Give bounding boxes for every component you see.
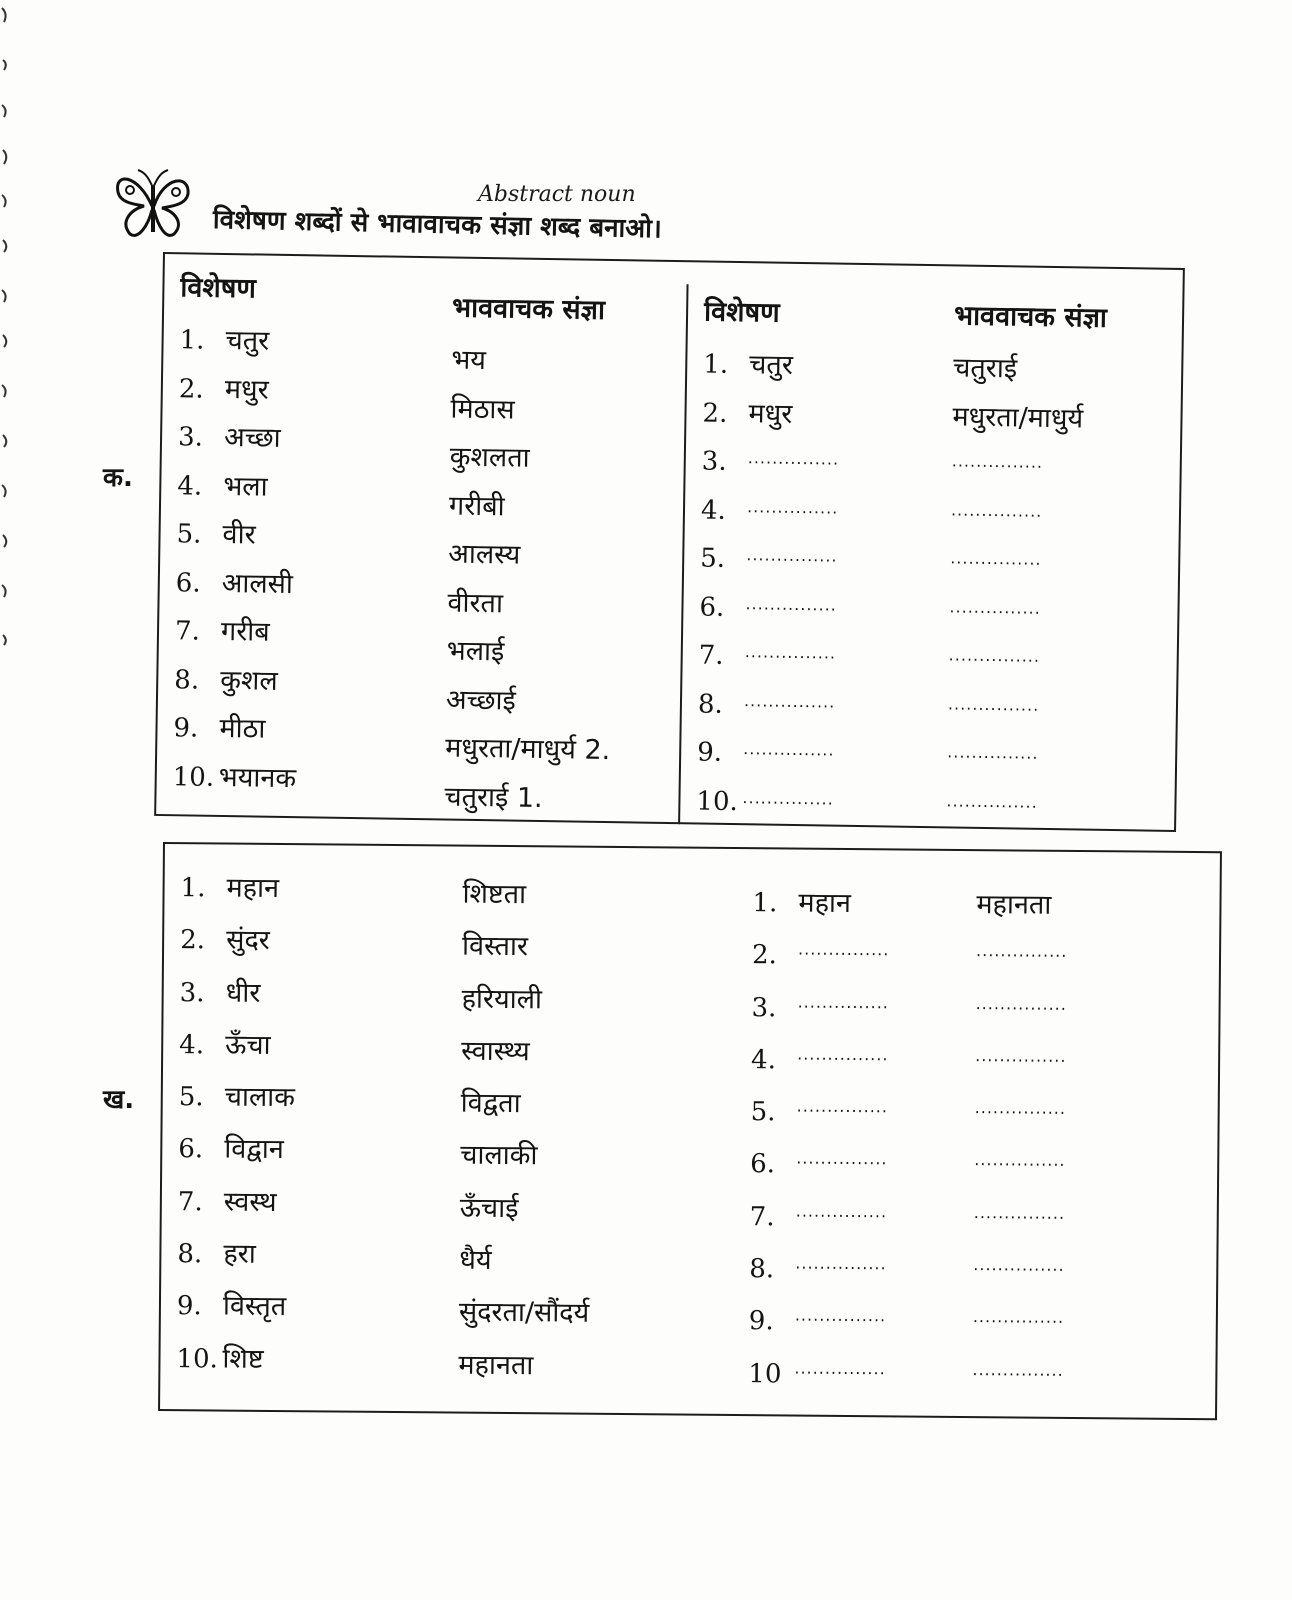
blank-answer-line: ...............: [794, 1358, 886, 1378]
list-item: [177, 462, 428, 514]
list-item: [461, 973, 721, 1028]
blank-answer-line: ...............: [975, 1045, 1067, 1066]
answer-nouns-column-kh: [972, 879, 1197, 1404]
list-item: [447, 579, 678, 631]
list-item: [178, 1124, 438, 1179]
abstract-noun: विस्तार: [461, 930, 529, 963]
abstract-noun: स्वास्थ्य: [461, 1035, 530, 1068]
list-item: [972, 1350, 1192, 1404]
adjective-word: हरा: [223, 1238, 256, 1270]
list-item: [175, 607, 426, 659]
item-number: 1.: [180, 873, 206, 904]
abstract-noun: चालाकी: [460, 1140, 538, 1172]
adjective-word: स्वस्थ: [223, 1186, 277, 1218]
blank-answer-line: ...............: [974, 1098, 1067, 1119]
blank-answer-line: ...............: [950, 499, 1043, 521]
blank-answer-line: ...............: [972, 1359, 1064, 1380]
list-item: [176, 510, 427, 562]
abstract-noun: वीरता: [447, 587, 504, 619]
answer-nouns-column: [946, 296, 1174, 832]
item-number: 2.: [178, 373, 204, 405]
item-number: 2.: [180, 925, 206, 956]
list-item: [976, 931, 1196, 985]
handwritten-annotation: Abstract noun: [478, 182, 636, 207]
column-header-abstract-noun: भाववाचक संज्ञा: [451, 292, 606, 326]
item-number: 10.: [176, 1343, 218, 1375]
list-item: [701, 486, 932, 538]
list-item: [752, 929, 972, 983]
item-number: 7.: [177, 1186, 203, 1218]
abstract-noun: मधुरता/माधुर्य: [952, 400, 1084, 434]
list-item: [175, 559, 426, 611]
item-number: 10: [748, 1358, 782, 1390]
answer-adjectives-column: [696, 293, 934, 830]
adjective-word: शिष्ट: [222, 1343, 264, 1375]
item-number: 9.: [696, 737, 723, 768]
given-nouns-column: [444, 289, 682, 826]
blank-answer-line: ...............: [746, 496, 839, 518]
list-item: [974, 1141, 1194, 1195]
blank-answer-line: ...............: [975, 993, 1068, 1014]
adjective-word: महान: [798, 887, 852, 920]
item-number: 6.: [178, 1134, 204, 1165]
adjective-word: विद्वान: [224, 1134, 284, 1166]
list-item: [459, 1235, 719, 1290]
list-item: [952, 393, 1173, 445]
item-number: 2.: [751, 940, 777, 971]
blank-answer-line: ...............: [795, 1253, 887, 1274]
item-number: 7.: [698, 640, 724, 671]
instruction-heading: विशेषण शब्दों से भावावाचक संज्ञा शब्द बनाओ।: [212, 205, 663, 245]
list-item: [702, 389, 933, 441]
blank-answer-line: ...............: [796, 1096, 889, 1117]
adjective-word: चतुर: [225, 324, 270, 357]
blank-answer-line: ...............: [743, 739, 835, 760]
list-item: [448, 531, 679, 583]
list-item: [698, 631, 929, 683]
blank-answer-line: ...............: [795, 1201, 888, 1222]
list-item: [974, 1088, 1194, 1142]
abstract-noun: चतुराई 1.: [444, 780, 543, 814]
adjective-word: वीर: [222, 518, 256, 551]
item-number: 1.: [179, 325, 205, 356]
given-adjectives-column-kh: [176, 862, 441, 1387]
abstract-noun: भलाई: [446, 635, 505, 668]
list-item: [748, 1348, 968, 1402]
item-number: 1.: [752, 888, 778, 919]
list-item: [950, 538, 1171, 590]
list-item: [459, 1287, 719, 1342]
item-number: 6.: [699, 591, 725, 623]
list-item: [177, 1228, 437, 1283]
list-item: [749, 1296, 969, 1350]
list-item: [749, 1243, 969, 1297]
item-number: 6.: [750, 1149, 776, 1180]
list-item: [462, 921, 722, 976]
item-number: 4.: [179, 1030, 205, 1061]
list-item: [976, 879, 1196, 933]
item-number: 7.: [749, 1201, 775, 1233]
adjective-word: भला: [223, 470, 268, 503]
list-item: [176, 1333, 436, 1388]
list-item: [450, 385, 681, 437]
blank-answer-line: ...............: [742, 787, 834, 809]
binding-edge-marks: [0, 0, 14, 700]
list-item: [752, 877, 972, 931]
list-item: [462, 869, 722, 924]
list-item: [700, 534, 931, 586]
given-nouns-column-kh: [458, 869, 723, 1394]
blank-answer-line: ...............: [797, 992, 890, 1012]
abstract-noun: शिष्टता: [462, 878, 527, 911]
abstract-noun: महानता: [976, 889, 1052, 921]
section-label-k: क.: [103, 463, 133, 493]
item-number: 3.: [751, 992, 777, 1023]
list-item: [974, 1193, 1194, 1247]
blank-answer-line: ...............: [975, 941, 1068, 962]
answer-noun-list-kh: [972, 879, 1197, 1404]
list-item: [178, 1176, 438, 1231]
item-number: 5.: [178, 1082, 204, 1113]
abstract-noun: भय: [451, 344, 487, 377]
list-item: [946, 781, 1167, 833]
list-item: [975, 984, 1195, 1038]
given-noun-list: [444, 337, 682, 826]
abstract-noun: अच्छाई: [445, 684, 516, 717]
item-number: 5.: [750, 1097, 776, 1128]
item-number: 2.: [702, 397, 728, 429]
blank-answer-line: ...............: [744, 642, 837, 663]
list-item: [451, 337, 682, 389]
list-item: [178, 413, 429, 465]
list-item: [449, 482, 680, 534]
abstract-noun: ऊँचाई: [459, 1192, 519, 1224]
list-item: [948, 684, 1169, 736]
list-item: [703, 341, 934, 393]
list-item: [446, 628, 677, 680]
exercise-box-k: [154, 252, 1185, 832]
list-item: [953, 344, 1174, 396]
item-number: 9.: [173, 713, 199, 744]
list-item: [975, 1036, 1195, 1090]
list-item: [444, 773, 675, 825]
item-number: 8.: [697, 688, 724, 720]
adjective-word: मधुर: [748, 397, 793, 430]
adjective-word: ऊँचा: [225, 1029, 271, 1061]
abstract-noun: मधुरता/माधुर्य 2.: [445, 732, 611, 767]
blank-answer-line: ...............: [947, 693, 1040, 715]
list-item: [696, 777, 927, 829]
abstract-noun: महानता: [458, 1349, 534, 1381]
item-number: 10.: [172, 761, 215, 793]
item-number: 3.: [177, 422, 204, 453]
abstract-noun: हरियाली: [461, 983, 543, 1015]
list-item: [446, 676, 677, 728]
item-number: 4.: [700, 494, 727, 526]
abstract-noun: आलस्य: [448, 538, 521, 571]
list-item: [180, 914, 440, 969]
list-item: [951, 490, 1172, 542]
list-item: [750, 1086, 970, 1140]
item-number: 9.: [748, 1306, 774, 1337]
list-item: [460, 1130, 720, 1185]
blank-answer-line: ...............: [745, 593, 837, 615]
list-item: [947, 732, 1168, 784]
blank-answer-line: ...............: [796, 1149, 888, 1169]
list-item: [697, 728, 928, 780]
blank-answer-line: ...............: [743, 690, 836, 712]
adjective-word: मीठा: [219, 712, 266, 745]
list-item: [948, 635, 1169, 687]
blank-answer-line: ...............: [798, 939, 890, 960]
list-item: [449, 434, 680, 486]
item-number: 10.: [696, 785, 739, 817]
item-number: 1.: [703, 349, 729, 380]
abstract-noun: विद्वता: [460, 1087, 521, 1120]
list-item: [177, 1281, 437, 1336]
item-number: 8.: [174, 664, 200, 696]
section-label-kh: ख.: [103, 1085, 135, 1115]
blank-answer-line: ...............: [747, 448, 840, 469]
list-item: [698, 680, 929, 732]
given-adjectives-column: [172, 268, 430, 805]
item-number: 5.: [700, 543, 726, 574]
blank-answer-line: ...............: [949, 596, 1041, 618]
blank-answer-line: ...............: [797, 1044, 889, 1065]
answer-adjectives-column-kh: [748, 877, 973, 1402]
answer-header-abstract-noun: भाववाचक संज्ञा: [953, 300, 1108, 334]
answer-header-adjective: विशेषण: [703, 296, 780, 329]
item-number: 5.: [176, 519, 202, 550]
abstract-noun: गरीबी: [448, 490, 505, 522]
item-number: 9.: [176, 1291, 202, 1322]
item-number: 6.: [175, 567, 201, 599]
instruction-row: [108, 160, 1008, 260]
blank-answer-line: ...............: [974, 1150, 1066, 1171]
abstract-noun: चतुराई: [953, 352, 1018, 385]
butterfly-icon: [108, 166, 198, 246]
adjective-word: विस्तृत: [222, 1290, 287, 1323]
list-item: [951, 441, 1172, 493]
exercise-box-kh: [158, 842, 1222, 1420]
list-item: [460, 1182, 720, 1237]
item-number: 8.: [749, 1254, 775, 1285]
blank-answer-line: ...............: [946, 790, 1038, 812]
list-item: [751, 1034, 971, 1088]
given-noun-list-kh: [458, 869, 723, 1394]
abstract-noun: मिठास: [450, 393, 515, 426]
adjective-word: चतुर: [749, 349, 794, 381]
blank-answer-line: ...............: [950, 548, 1042, 569]
list-item: [180, 862, 440, 917]
adjective-word: गरीब: [220, 615, 270, 648]
list-item: [701, 437, 932, 489]
blank-answer-line: ...............: [972, 1307, 1065, 1328]
item-number: 4.: [750, 1045, 777, 1076]
list-item: [973, 1297, 1193, 1351]
list-item: [751, 982, 971, 1036]
list-item: [949, 587, 1170, 639]
answer-adjective-list-kh: [748, 877, 973, 1402]
abstract-noun: धैर्य: [459, 1244, 492, 1276]
adjective-word: अच्छा: [223, 421, 281, 454]
adjective-word: सुंदर: [226, 924, 270, 957]
blank-answer-line: ...............: [746, 545, 838, 566]
abstract-noun: कुशलता: [449, 441, 530, 474]
list-item: [178, 365, 429, 417]
adjective-word: मधुर: [224, 373, 269, 406]
list-item: [460, 1078, 720, 1133]
adjective-word: महान: [226, 872, 280, 905]
list-item: [179, 967, 439, 1022]
answer-noun-list: [946, 344, 1174, 832]
item-number: 3.: [179, 977, 205, 1008]
blank-answer-line: ...............: [973, 1255, 1065, 1275]
list-item: [458, 1339, 718, 1394]
list-item: [179, 1019, 439, 1074]
item-number: 3.: [701, 446, 727, 477]
list-item: [179, 316, 430, 368]
list-item: [461, 1026, 721, 1081]
list-item: [172, 753, 423, 805]
adjective-word: भयानक: [218, 761, 297, 794]
blank-answer-line: ...............: [947, 742, 1039, 763]
given-adjective-list: [172, 316, 430, 805]
blank-answer-line: ...............: [794, 1305, 887, 1326]
abstract-noun: सुंदरता/सौंदर्य: [458, 1296, 590, 1330]
list-item: [174, 656, 425, 708]
item-number: 7.: [174, 616, 201, 647]
adjective-word: कुशल: [220, 664, 278, 697]
list-item: [179, 1071, 439, 1126]
list-item: [699, 583, 930, 635]
adjective-word: आलसी: [221, 567, 294, 600]
list-item: [973, 1245, 1193, 1299]
blank-answer-line: ...............: [973, 1202, 1066, 1223]
adjective-word: चालाक: [224, 1081, 296, 1114]
list-item: [445, 724, 676, 776]
item-number: 8.: [177, 1239, 203, 1270]
answer-adjective-list: [696, 341, 934, 830]
list-item: [750, 1139, 970, 1193]
item-number: 4.: [177, 470, 203, 502]
list-item: [173, 704, 424, 756]
list-item: [750, 1191, 970, 1245]
column-header-adjective: विशेषण: [180, 272, 257, 305]
blank-answer-line: ...............: [948, 645, 1041, 666]
blank-answer-line: ...............: [951, 451, 1044, 472]
adjective-word: धीर: [225, 977, 261, 1009]
given-adjective-list-kh: [176, 862, 441, 1387]
